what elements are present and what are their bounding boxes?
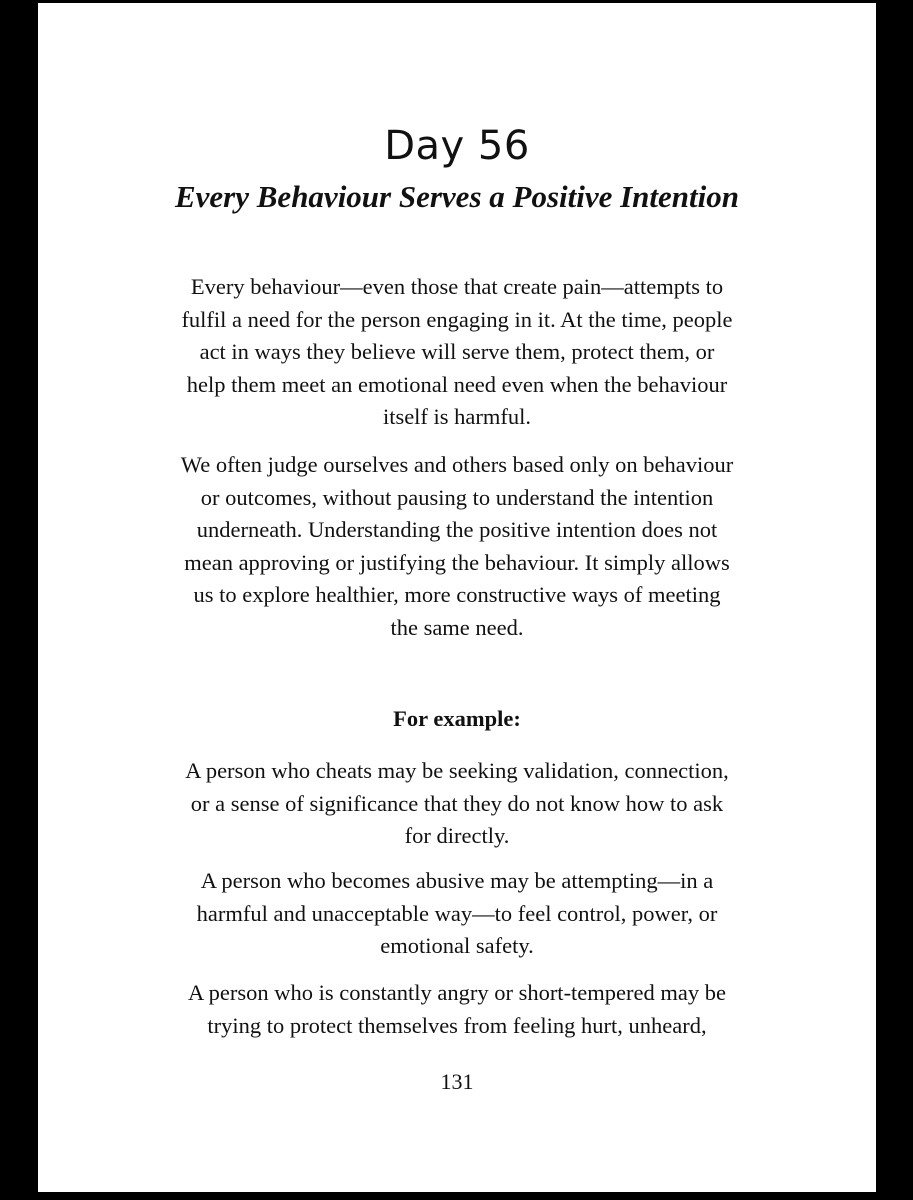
text-line: or outcomes, without pausing to understand the intention <box>200 484 714 510</box>
text-line: Every behaviour—even those that create pain—attempts to <box>190 274 724 299</box>
text-line: We often judge ourselves and others based only on behaviour <box>180 452 734 477</box>
text-line: mean approving or justifying the behaviour. It simply allows <box>184 549 730 575</box>
text-line: trying to protect themselves from feeling hurt, unheard, <box>207 1012 707 1038</box>
example-paragraph-2 <box>118 865 796 963</box>
example-heading: For example: <box>393 706 521 731</box>
page-heading: Day 56 <box>384 123 530 169</box>
text-line: harmful and unacceptable way—to feel control, power, or <box>196 900 718 926</box>
example-paragraph-1 <box>118 755 796 853</box>
text-line: help them meet an emotional need even when the behaviour <box>186 371 728 397</box>
text-line: fulfil a need for the person engaging in it. At the time, people <box>181 306 733 332</box>
text-line: us to explore healthier, more constructive ways of meeting <box>193 582 721 607</box>
text-line: A person who becomes abusive may be attempting—in a <box>200 868 714 893</box>
text-line: for directly. <box>404 823 510 848</box>
text-line: underneath. Understanding the positive intention does not <box>196 517 718 542</box>
book-page <box>38 3 876 1192</box>
example-paragraph-3 <box>118 977 796 1042</box>
body-paragraph-2 <box>118 449 796 644</box>
page-number: 131 <box>440 1069 474 1094</box>
text-line: emotional safety. <box>380 933 534 958</box>
text-line: A person who cheats may be seeking validation, connection, <box>185 758 729 783</box>
text-line: A person who is constantly angry or short-tempered may be <box>187 980 726 1005</box>
chapter-subtitle: Every Behaviour Serves a Positive Intention <box>174 179 739 214</box>
body-paragraph-1 <box>118 271 796 434</box>
text-line: the same need. <box>390 614 524 640</box>
text-line: itself is harmful. <box>382 404 532 429</box>
text-line: or a sense of significance that they do not know how to ask <box>190 790 724 816</box>
text-line: act in ways they believe will serve them, protect them, or <box>199 339 715 364</box>
